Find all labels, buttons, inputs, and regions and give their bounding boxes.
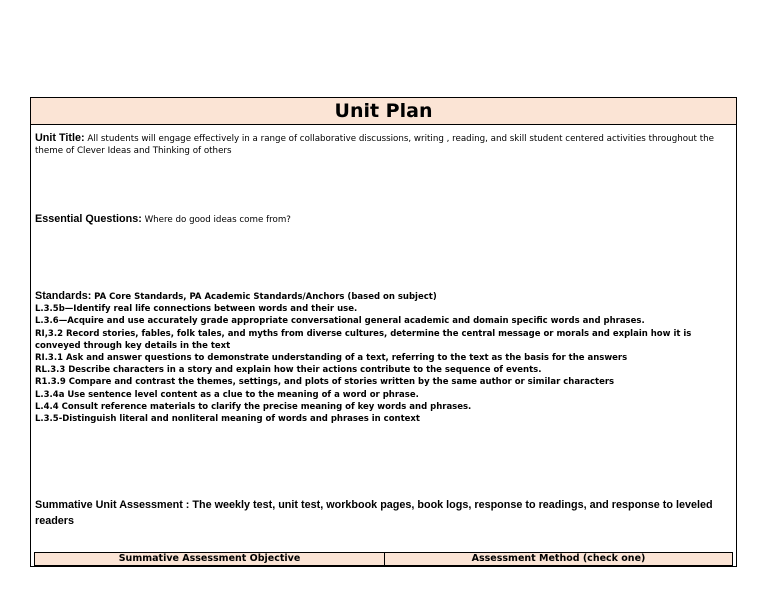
- standard-item: L.4.4 Consult reference materials to clarify the precise meaning of key words and phrases.: [35, 401, 472, 412]
- essential-questions-text: Where do good ideas come from?: [144, 215, 291, 225]
- essential-questions-label: Essential Questions:: [35, 213, 142, 225]
- unit-title-text: All students will engage effectively in a range of collaborative discussions, writing , reading, and skill student centered activities throughout the theme of Clever Ideas and Thinking of others: [35, 134, 714, 157]
- unit-title-label: Unit Title:: [35, 132, 85, 144]
- assessment-table-header: [34, 552, 733, 566]
- page-title: Unit Plan: [31, 98, 736, 125]
- standards-list: [35, 303, 732, 425]
- standard-item: RL.3.3 Describe characters in a story and explain how their actions contribute to the sequence of events.: [35, 365, 542, 376]
- standard-item: L.3.6—Acquire and use accurately grade appropriate conversational general academic and domain specific words and phrases.: [35, 316, 645, 327]
- standard-item: L.3.5-Distinguish literal and nonliteral meaning of words and phrases in context: [35, 414, 420, 425]
- standard-item: R1.3.9 Compare and contrast the themes, settings, and plots of stories written by the same author or similar characters: [35, 377, 615, 388]
- objective-column-header: Summative Assessment Objective: [35, 553, 385, 565]
- standard-item: RI.3.1 Ask and answer questions to demonstrate understanding of a text, referring to the text as the basis for the answers: [35, 353, 628, 364]
- unit-title-section: [35, 132, 732, 157]
- essential-questions-section: [35, 213, 732, 226]
- standards-label: Standards:: [35, 290, 92, 302]
- unit-plan-frame: [30, 97, 737, 567]
- method-column-header: Assessment Method (check one): [471, 553, 646, 564]
- standards-intro: PA Core Standards, PA Academic Standards/Anchors (based on subject): [94, 292, 437, 302]
- standards-section: [35, 290, 732, 425]
- summative-assessment-text: Summative Unit Assessment : The weekly test, unit test, workbook pages, book logs, response to readings, and response to leveled readers: [35, 499, 713, 527]
- standard-item: RI,3.2 Record stories, fables, folk tales, and myths from diverse cultures, determine the central message or morals and explain how it is conveyed through key details in the text: [35, 328, 692, 351]
- standard-item: L.3.5b—Identify real life connections between words and their use.: [35, 304, 358, 315]
- standard-item: L.3.4a Use sentence level content as a clue to the meaning of a word or phrase.: [35, 389, 419, 400]
